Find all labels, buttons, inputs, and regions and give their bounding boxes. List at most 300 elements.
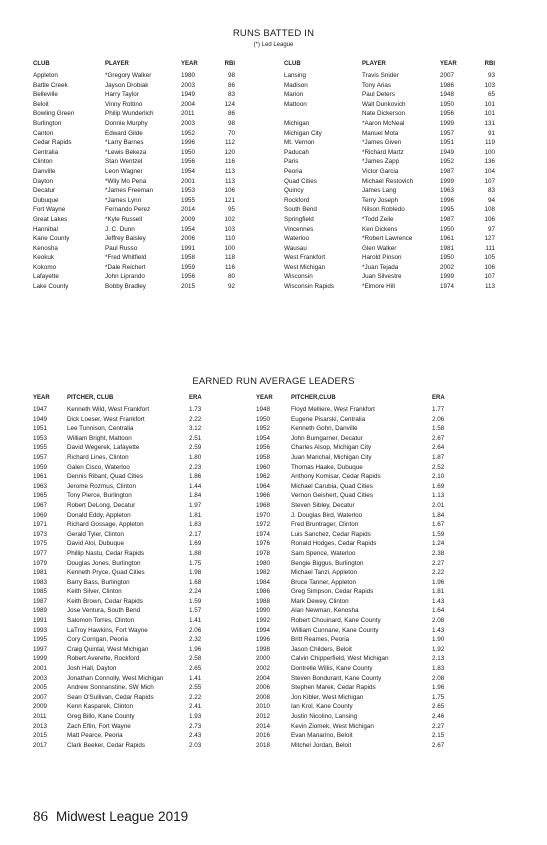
year-cell: 1950 bbox=[181, 148, 196, 156]
year-cell: 1959 bbox=[33, 463, 48, 471]
pitcher-club-cell: Clark Beeker, Cedar Rapids bbox=[67, 741, 146, 749]
year-cell: 1999 bbox=[33, 655, 48, 663]
pitcher-club-cell: Evan Manarino, Beloit bbox=[291, 732, 353, 740]
rbi-cell: 113 bbox=[224, 177, 235, 185]
table-row bbox=[284, 205, 495, 215]
era-cell: 1.83 bbox=[432, 665, 445, 673]
table-row bbox=[256, 712, 462, 722]
era-cell: 2.22 bbox=[189, 415, 202, 423]
year-cell: 1980 bbox=[181, 72, 196, 79]
year-cell: 1973 bbox=[33, 530, 48, 538]
table-row bbox=[284, 109, 495, 119]
pitcher-club-cell: Zach Eflin, Fort Wayne bbox=[67, 722, 131, 730]
year-cell: 1969 bbox=[33, 511, 48, 519]
pitcher-club-cell: Tony Pierce, Burlington bbox=[67, 492, 132, 500]
rbi-cell: 100 bbox=[224, 244, 235, 252]
era-cell: 2.27 bbox=[432, 722, 445, 730]
pitcher-club-cell: Douglas Jones, Burlington bbox=[67, 559, 141, 567]
pitcher-club-cell: Cory Corrigan, Peoria bbox=[67, 636, 128, 644]
club-cell: Wisconsin bbox=[284, 273, 313, 281]
pitcher-club-cell: Craig Quintal, West Michigan bbox=[67, 645, 149, 653]
era-cell: 2.32 bbox=[189, 636, 202, 644]
pitcher-club-cell: Galen Cisco, Waterloo bbox=[67, 463, 130, 471]
table-row bbox=[33, 568, 219, 578]
era-cell: 2.22 bbox=[432, 569, 445, 577]
player-cell: *James Lynn bbox=[105, 196, 142, 204]
year-cell: 1979 bbox=[33, 559, 48, 567]
year-cell: 1974 bbox=[256, 530, 271, 538]
header-year: YEAR bbox=[181, 61, 198, 67]
year-cell: 1948 bbox=[440, 91, 455, 99]
year-cell: 1998 bbox=[256, 645, 271, 653]
era-cell: 1.75 bbox=[189, 559, 202, 567]
year-cell: 1950 bbox=[440, 225, 455, 233]
year-cell: 1949 bbox=[33, 415, 48, 423]
era-cell: 2.08 bbox=[432, 617, 445, 625]
table-row bbox=[284, 148, 495, 158]
year-cell: 2003 bbox=[181, 81, 196, 89]
pitcher-club-cell: Robert Chouinard, Kane County bbox=[291, 617, 381, 625]
table-row bbox=[256, 731, 462, 741]
year-cell: 1954 bbox=[181, 225, 196, 233]
table-row bbox=[33, 282, 235, 292]
era-cell: 1.59 bbox=[432, 530, 445, 538]
pitcher-club-cell: Robert DeLong, Decatur bbox=[67, 501, 136, 509]
player-cell: *James Zapp bbox=[362, 158, 400, 166]
club-cell: Quad Cities bbox=[284, 177, 317, 185]
era-cell: 1.81 bbox=[432, 588, 445, 596]
pitcher-club-cell: Britt Reames, Peoria bbox=[291, 636, 350, 644]
year-cell: 2012 bbox=[256, 713, 271, 720]
player-cell: Harry Taylor bbox=[105, 91, 139, 99]
rbi-subtitle: (*) Led League bbox=[253, 42, 294, 48]
table-row bbox=[284, 272, 495, 282]
pitcher-club-cell: Vernon Geishert, Quad Cities bbox=[291, 492, 373, 500]
year-cell: 1996 bbox=[181, 139, 196, 147]
year-cell: 1967 bbox=[33, 501, 48, 509]
era-cell: 2.59 bbox=[189, 444, 202, 452]
year-cell: 1992 bbox=[256, 617, 271, 625]
club-cell: Lafayette bbox=[33, 273, 59, 281]
rbi-cell: 104 bbox=[484, 167, 495, 175]
table-row bbox=[256, 491, 462, 501]
header-club: CLUB bbox=[33, 61, 50, 67]
pitcher-club-cell: Eugene Pisarski, Centralia bbox=[291, 415, 366, 423]
table-row bbox=[33, 138, 235, 148]
pitcher-club-cell: Sean O'Sullivan, Cedar Rapids bbox=[67, 693, 154, 701]
year-cell: 2008 bbox=[256, 693, 271, 701]
pitcher-club-cell: Jonathan Connolly, West Michigan bbox=[67, 674, 164, 682]
year-cell: 1965 bbox=[33, 492, 48, 500]
table-row bbox=[256, 741, 462, 751]
player-cell: *James Freeman bbox=[105, 187, 153, 195]
table-row bbox=[284, 100, 495, 110]
table-row bbox=[256, 453, 462, 463]
year-cell: 1958 bbox=[181, 254, 196, 262]
table-row bbox=[256, 635, 462, 645]
year-cell: 1948 bbox=[256, 406, 271, 413]
rbi-cell: 98 bbox=[227, 72, 235, 79]
year-cell: 1964 bbox=[256, 482, 271, 490]
header-year: YEAR bbox=[256, 395, 273, 401]
year-cell: 1953 bbox=[33, 434, 48, 442]
club-cell: Wisconsin Rapids bbox=[284, 283, 335, 291]
pitcher-club-cell: Charles Alsop, Michigan City bbox=[291, 444, 372, 452]
club-cell: Dubuque bbox=[33, 196, 59, 204]
era-cell: 2.22 bbox=[189, 693, 202, 701]
table-row bbox=[256, 626, 462, 636]
club-cell: Madison bbox=[284, 81, 308, 89]
year-cell: 1961 bbox=[33, 473, 48, 481]
header-pitcher-club: PITCHER,CLUB bbox=[291, 395, 336, 401]
year-cell: 1988 bbox=[256, 597, 271, 605]
year-cell: 1981 bbox=[440, 244, 455, 252]
era-cell: 1.73 bbox=[189, 406, 202, 413]
rbi-cell: 83 bbox=[487, 187, 495, 195]
player-cell: John Liprando bbox=[105, 273, 145, 281]
year-cell: 1985 bbox=[33, 588, 48, 596]
rbi-cell: 97 bbox=[487, 225, 495, 233]
table-row bbox=[256, 405, 462, 415]
era-cell: 1.90 bbox=[432, 636, 445, 644]
era-cell: 1.69 bbox=[432, 482, 445, 490]
table-row bbox=[33, 741, 219, 751]
era-table-left bbox=[33, 394, 219, 750]
table-row bbox=[33, 90, 235, 100]
table-row bbox=[33, 472, 219, 482]
era-cell: 1.98 bbox=[189, 569, 202, 577]
player-cell: *Dale Reichert bbox=[105, 263, 146, 271]
year-cell: 2010 bbox=[256, 703, 271, 711]
year-cell: 1987 bbox=[440, 167, 455, 175]
pitcher-club-cell: Gerald Tyler, Clinton bbox=[67, 530, 124, 538]
era-cell: 1.57 bbox=[189, 607, 202, 615]
year-cell: 2001 bbox=[33, 665, 48, 673]
era-cell: 1.96 bbox=[189, 645, 202, 653]
year-cell: 2005 bbox=[33, 684, 48, 692]
header-rbi: RBI bbox=[484, 61, 495, 67]
header-year: YEAR bbox=[440, 61, 457, 67]
era-cell: 2.03 bbox=[189, 741, 202, 749]
player-cell: Ken Dickens bbox=[362, 225, 398, 233]
table-row bbox=[33, 177, 235, 187]
era-cell: 2.67 bbox=[432, 434, 445, 442]
rbi-cell: 92 bbox=[227, 283, 235, 291]
club-cell: Fort Wayne bbox=[33, 206, 66, 214]
club-cell: Danville bbox=[33, 167, 56, 175]
table-row bbox=[33, 597, 219, 607]
pitcher-club-cell: Thomas Haake, Dubuque bbox=[291, 463, 363, 471]
table-row bbox=[33, 674, 219, 684]
table-row bbox=[256, 559, 462, 569]
year-cell: 1970 bbox=[256, 511, 271, 519]
club-cell: Centralia bbox=[33, 148, 59, 156]
era-cell: 2.13 bbox=[432, 655, 445, 663]
table-row bbox=[33, 645, 219, 655]
player-cell: *Todd Zeile bbox=[362, 215, 394, 223]
table-row bbox=[284, 177, 495, 187]
year-cell: 1971 bbox=[33, 521, 48, 529]
year-cell: 1958 bbox=[256, 453, 271, 461]
table-row bbox=[33, 109, 235, 119]
table-row bbox=[256, 587, 462, 597]
era-cell: 2.46 bbox=[432, 713, 445, 720]
pitcher-club-cell: Phillip Nastu, Cedar Rapids bbox=[67, 549, 144, 557]
table-row bbox=[256, 501, 462, 511]
table-row bbox=[33, 482, 219, 492]
year-cell: 1952 bbox=[256, 425, 271, 433]
year-cell: 1963 bbox=[33, 482, 48, 490]
table-row bbox=[33, 424, 219, 434]
page-footer bbox=[33, 809, 188, 826]
year-cell: 2000 bbox=[256, 655, 271, 663]
table-row bbox=[284, 186, 495, 196]
year-cell: 1968 bbox=[256, 501, 271, 509]
table-row bbox=[256, 702, 462, 712]
table-row bbox=[33, 434, 219, 444]
era-cell: 1.68 bbox=[189, 578, 202, 586]
rbi-cell: 94 bbox=[487, 196, 495, 204]
era-cell: 3.12 bbox=[189, 425, 202, 433]
header-pitcher-club: PITCHER, CLUB bbox=[67, 395, 114, 401]
year-cell: 1952 bbox=[440, 158, 455, 166]
rbi-cell: 110 bbox=[224, 235, 235, 243]
table-row bbox=[33, 549, 219, 559]
table-row bbox=[256, 539, 462, 549]
player-cell: *Lewis Bekeza bbox=[105, 148, 147, 156]
player-cell: *James Given bbox=[362, 139, 402, 147]
table-row bbox=[284, 167, 495, 177]
year-cell: 1954 bbox=[256, 434, 271, 442]
table-row bbox=[33, 443, 219, 453]
table-row bbox=[284, 244, 495, 254]
year-cell: 2006 bbox=[256, 684, 271, 692]
table-row bbox=[256, 606, 462, 616]
table-row bbox=[256, 443, 462, 453]
year-cell: 1956 bbox=[181, 158, 196, 166]
table-row bbox=[33, 100, 235, 110]
year-cell: 1966 bbox=[256, 492, 271, 500]
era-cell: 2.38 bbox=[432, 549, 445, 557]
pitcher-club-cell: John Bumgarner, Decatur bbox=[291, 434, 363, 442]
table-row bbox=[284, 282, 495, 292]
year-cell: 1950 bbox=[440, 254, 455, 262]
era-cell: 1.77 bbox=[432, 406, 445, 413]
rbi-cell: 86 bbox=[227, 81, 235, 89]
rbi-cell: 105 bbox=[484, 254, 495, 262]
year-cell: 1995 bbox=[33, 636, 48, 644]
club-cell: Waterloo bbox=[284, 235, 309, 243]
table-row bbox=[256, 424, 462, 434]
era-cell: 1.84 bbox=[189, 492, 202, 500]
year-cell: 1987 bbox=[33, 597, 48, 605]
pitcher-club-cell: J. Douglas Bird, Waterloo bbox=[291, 511, 363, 519]
pitcher-club-cell: Juan Marichal, Michigan City bbox=[291, 453, 372, 461]
year-cell: 1956 bbox=[440, 110, 455, 118]
pitcher-club-cell: Dontrelle Willis, Kane County bbox=[291, 665, 373, 673]
table-row bbox=[284, 129, 495, 139]
year-cell: 1957 bbox=[440, 129, 455, 137]
club-cell: Paducah bbox=[284, 148, 309, 156]
rbi-cell: 107 bbox=[484, 177, 495, 185]
year-cell: 2009 bbox=[33, 703, 48, 711]
club-cell: West Frankfort bbox=[284, 254, 326, 262]
table-row bbox=[284, 215, 495, 225]
table-row bbox=[33, 186, 235, 196]
rbi-cell: 106 bbox=[224, 187, 235, 195]
pitcher-club-cell: Salomon Torres, Clinton bbox=[67, 617, 135, 625]
rbi-cell: 95 bbox=[227, 206, 235, 214]
year-cell: 1986 bbox=[256, 588, 271, 596]
table-row bbox=[256, 645, 462, 655]
era-cell: 1.97 bbox=[189, 501, 202, 509]
pitcher-club-cell: Ronald Hodges, Cedar Rapids bbox=[291, 540, 377, 548]
year-cell: 2014 bbox=[181, 206, 196, 214]
rbi-cell: 131 bbox=[484, 119, 495, 127]
club-cell: Mattoon bbox=[284, 100, 307, 108]
year-cell: 1987 bbox=[440, 215, 455, 223]
table-row bbox=[256, 654, 462, 664]
pitcher-club-cell: Kenn Kasparek, Clinton bbox=[67, 703, 134, 711]
club-cell: Clinton bbox=[33, 158, 53, 166]
table-row bbox=[256, 674, 462, 684]
era-cell: 2.24 bbox=[189, 588, 202, 596]
era-cell: 1.93 bbox=[189, 713, 202, 720]
table-row bbox=[33, 664, 219, 674]
pitcher-club-cell: Richard Gossage, Appleton bbox=[67, 521, 144, 529]
pitcher-club-cell: Richard Lines, Clinton bbox=[67, 453, 129, 461]
rbi-cell: 120 bbox=[224, 148, 235, 156]
club-cell: Springfield bbox=[284, 215, 314, 223]
club-cell: Peoria bbox=[284, 167, 303, 175]
player-cell: Paul Deters bbox=[362, 91, 395, 99]
player-cell: *Kyle Russell bbox=[105, 215, 143, 223]
year-cell: 1976 bbox=[256, 540, 271, 548]
table-row bbox=[284, 71, 495, 81]
table-row bbox=[33, 683, 219, 693]
year-cell: 1986 bbox=[440, 81, 455, 89]
player-cell: Victor Garcia bbox=[362, 167, 399, 175]
era-cell: 2.55 bbox=[189, 684, 202, 692]
era-cell: 2.64 bbox=[432, 444, 445, 452]
club-cell: Burlington bbox=[33, 119, 62, 127]
era-cell: 2.27 bbox=[432, 559, 445, 567]
year-cell: 2002 bbox=[256, 665, 271, 673]
era-cell: 1.80 bbox=[189, 453, 202, 461]
table-row bbox=[33, 415, 219, 425]
pitcher-club-cell: Jose Ventura, South Bend bbox=[67, 607, 141, 615]
player-cell: Donnie Murphy bbox=[105, 119, 148, 127]
era-cell: 2.65 bbox=[432, 703, 445, 711]
player-cell: Walt Dunkovich bbox=[362, 100, 406, 108]
player-cell: Vinny Rottino bbox=[105, 100, 143, 108]
rbi-title: RUNS BATTED IN bbox=[232, 28, 315, 39]
era-cell: 1.88 bbox=[189, 549, 202, 557]
club-cell: Rockford bbox=[284, 196, 310, 204]
year-cell: 1952 bbox=[181, 129, 196, 137]
table-row bbox=[33, 539, 219, 549]
club-cell: Canton bbox=[33, 129, 54, 137]
rbi-cell: 80 bbox=[227, 273, 235, 281]
era-cell: 2.51 bbox=[189, 434, 202, 442]
year-cell: 1954 bbox=[181, 167, 196, 175]
table-row bbox=[33, 501, 219, 511]
rbi-cell: 113 bbox=[484, 283, 495, 291]
rbi-cell: 93 bbox=[487, 72, 495, 79]
year-cell: 1949 bbox=[440, 148, 455, 156]
pitcher-club-cell: Bengie Biggus, Burlington bbox=[291, 559, 364, 567]
table-row bbox=[256, 530, 462, 540]
year-cell: 1957 bbox=[33, 453, 48, 461]
player-cell: Nilson Robledo bbox=[362, 206, 405, 214]
pitcher-club-cell: Josh Hall, Dayton bbox=[67, 665, 117, 673]
year-cell: 1950 bbox=[256, 415, 271, 423]
pitcher-club-cell: David Aloi, Dubuque bbox=[67, 540, 125, 548]
year-cell: 1984 bbox=[256, 578, 271, 586]
era-cell: 1.92 bbox=[432, 645, 445, 653]
club-cell: Appleton bbox=[33, 72, 58, 79]
pitcher-club-cell: Greg Billo, Kane County bbox=[67, 713, 135, 720]
club-cell: Wausau bbox=[284, 244, 307, 252]
table-row bbox=[33, 616, 219, 626]
table-row bbox=[284, 263, 495, 273]
player-cell: Edward Gilde bbox=[105, 129, 143, 137]
table-row bbox=[284, 138, 495, 148]
era-cell: 1.83 bbox=[189, 521, 202, 529]
year-cell: 1949 bbox=[181, 91, 196, 99]
table-row bbox=[284, 225, 495, 235]
table-row bbox=[284, 81, 495, 91]
table-row bbox=[33, 244, 235, 254]
pitcher-club-cell: Bruce Tanner, Appleton bbox=[291, 578, 357, 586]
era-cell: 1.84 bbox=[432, 511, 445, 519]
rbi-cell: 127 bbox=[484, 235, 495, 243]
table-row bbox=[256, 568, 462, 578]
table-row bbox=[256, 683, 462, 693]
table-row bbox=[256, 482, 462, 492]
year-cell: 2011 bbox=[33, 713, 47, 720]
table-row bbox=[33, 129, 235, 139]
pitcher-club-cell: Alan Newman, Kenosha bbox=[291, 607, 359, 615]
year-cell: 2009 bbox=[181, 215, 196, 223]
table-row bbox=[33, 225, 235, 235]
table-row bbox=[256, 549, 462, 559]
year-cell: 2001 bbox=[181, 177, 196, 185]
year-cell: 1959 bbox=[181, 263, 196, 271]
player-cell: Terry Joseph bbox=[362, 196, 399, 204]
era-cell: 1.43 bbox=[432, 597, 445, 605]
pitcher-club-cell: Michael Tanzi, Appleton bbox=[291, 569, 358, 577]
table-row bbox=[33, 157, 235, 167]
year-cell: 2013 bbox=[33, 722, 48, 730]
rbi-cell: 86 bbox=[227, 110, 235, 118]
year-cell: 1947 bbox=[33, 406, 48, 413]
header-player: PLAYER bbox=[362, 61, 386, 67]
year-cell: 1982 bbox=[256, 569, 271, 577]
pitcher-club-cell: Dick Loeser, West Frankfort bbox=[67, 415, 145, 423]
player-cell: Fernando Perez bbox=[105, 206, 151, 214]
club-cell: Beloit bbox=[33, 100, 49, 108]
era-cell: 2.67 bbox=[432, 741, 445, 749]
year-cell: 1978 bbox=[256, 549, 271, 557]
year-cell: 1956 bbox=[256, 444, 271, 452]
era-cell: 2.73 bbox=[189, 722, 202, 730]
player-cell: *Richard Martz bbox=[362, 148, 404, 156]
pitcher-club-cell: Greg Simpson, Cedar Rapids bbox=[291, 588, 374, 596]
club-cell: Michigan bbox=[284, 119, 310, 127]
pitcher-club-cell: William Bright, Mattoon bbox=[67, 434, 132, 442]
pitcher-club-cell: Kenneth Pryce, Quad Cities bbox=[67, 569, 145, 577]
